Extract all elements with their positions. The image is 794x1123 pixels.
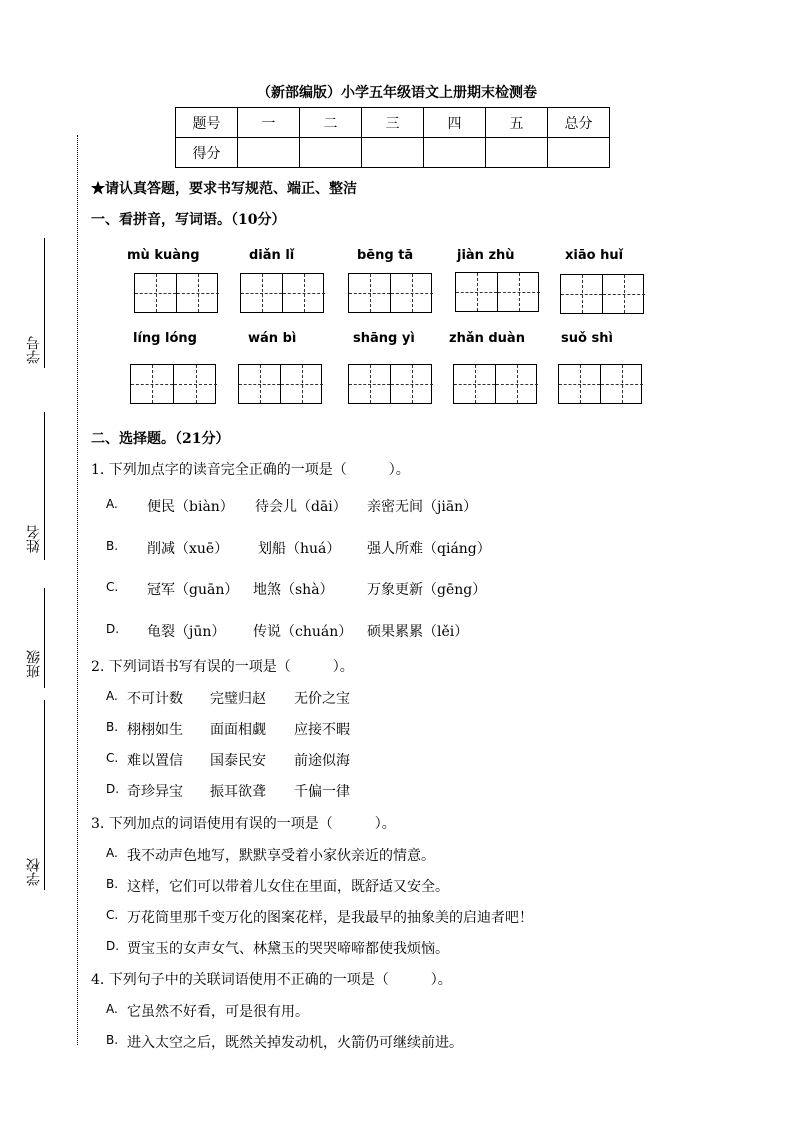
option-label: D. [106,939,120,953]
score-table-cell: 四 [424,108,486,138]
writing-grid[interactable] [560,274,644,314]
option-item: 应接不暇 [294,722,350,738]
school-label: 学校 [26,858,42,886]
pinyin-label: wán bì [248,331,297,346]
score-table-cell: 题号 [176,108,238,138]
writing-grid[interactable] [348,364,432,404]
writing-grid[interactable] [453,364,537,404]
option-item: 难以置信 [127,753,183,769]
option-item: 强人所难（qiáng） [367,541,491,557]
option-row[interactable] [106,876,118,892]
student-id-label: 学号 [26,336,42,364]
option-row[interactable] [106,938,119,954]
writing-grid[interactable] [455,272,539,312]
question-stem: 3. 下列加点的词语使用有误的一项是（ ）。 [91,816,396,832]
pinyin-label: jiàn zhù [457,248,515,263]
option-row[interactable] [106,719,118,735]
option-label: B. [106,1033,119,1047]
name-line[interactable] [44,412,45,560]
pinyin-label: shāng yì [353,331,415,346]
option-row[interactable] [106,496,118,512]
option-item: 划船（huá） [258,541,341,557]
option-row[interactable] [106,750,118,766]
writing-grid[interactable] [134,273,218,313]
score-table-cell: 得分 [176,138,238,168]
option-label: B. [106,877,119,891]
option-label: C. [106,751,119,765]
option-row[interactable] [106,688,118,704]
option-label: D. [106,782,120,796]
section2-heading: 二、选择题。（21分） [91,431,230,447]
option-row[interactable] [106,1001,118,1017]
writing-grid[interactable] [348,273,432,313]
score-table [175,107,610,168]
option-item: 栩栩如生 [127,722,183,738]
option-row[interactable] [106,579,118,595]
question-stem: 2. 下列词语书写有误的一项是（ ）。 [91,659,354,675]
option-row[interactable] [106,538,118,554]
option-item: 削减（xuē） [147,541,229,557]
page-title: （新部编版）小学五年级语文上册期末检测卷 [257,85,537,101]
option-text: 我不动声色地写，默默享受着小家伙亲近的情意。 [127,848,435,864]
score-table-cell: 一 [238,108,300,138]
option-item: 面面相觑 [210,722,266,738]
writing-grid[interactable] [240,273,324,313]
option-label: A. [106,497,118,511]
writing-grid[interactable] [238,364,322,404]
option-text: 进入太空之后，既然关掉发动机，火箭仍可继续前进。 [127,1035,463,1051]
pinyin-label: líng lóng [133,331,197,346]
option-item: 地煞（shà） [253,582,334,598]
option-text: 它虽然不好看，可是很有用。 [127,1004,309,1020]
option-label: B. [106,720,119,734]
question-stem: 4. 下列句子中的关联词语使用不正确的一项是（ ）。 [91,972,452,988]
student-id-line[interactable] [44,238,45,368]
binding-dotted-line [77,135,78,1045]
score-input-cell[interactable] [362,138,424,168]
name-label: 姓名 [26,525,42,553]
school-line[interactable] [44,700,45,890]
option-label: B. [106,539,119,553]
option-label: D. [106,622,120,636]
option-label: A. [106,1002,118,1016]
class-label: 班级 [26,650,42,678]
option-label: A. [106,689,118,703]
option-text: 这样，它们可以带着儿女住在里面，既舒适又安全。 [127,879,449,895]
pinyin-label: diǎn lǐ [249,248,295,263]
option-item: 冠军（guān） [147,582,239,598]
option-item: 亲密无间（jiān） [367,499,478,515]
score-input-cell[interactable] [300,138,362,168]
score-input-cell[interactable] [238,138,300,168]
option-row[interactable] [106,907,118,923]
option-row[interactable] [106,845,118,861]
option-item: 振耳欲聋 [210,784,266,800]
pinyin-label: xiāo huǐ [565,248,624,263]
option-item: 国泰民安 [210,753,266,769]
option-item: 不可计数 [127,691,183,707]
writing-grid[interactable] [558,364,642,404]
notice: ★请认真答题，要求书写规范、端正、整洁 [91,181,357,197]
option-item: 便民（biàn） [147,499,234,515]
score-table-score-row [176,138,610,168]
option-text: 万花筒里那千变万化的图案花样，是我最早的抽象美的启迪者吧！ [127,910,533,926]
option-item: 待会儿（dāi） [255,499,347,515]
class-line[interactable] [44,588,45,688]
option-item: 奇珍异宝 [127,784,183,800]
section1-heading: 一、看拼音，写词语。（10分） [91,212,286,228]
option-text: 贾宝玉的女声女气、林黛玉的哭哭啼啼都使我烦恼。 [127,941,449,957]
score-input-cell[interactable] [486,138,548,168]
pinyin-label: bēng tā [357,248,414,263]
option-item: 完璧归赵 [210,691,266,707]
pinyin-label: suǒ shì [561,331,613,346]
option-label: C. [106,908,119,922]
score-table-header-row [176,108,610,138]
score-table-cell: 二 [300,108,362,138]
option-row[interactable] [106,621,119,637]
score-table-cell: 五 [486,108,548,138]
option-item: 无价之宝 [294,691,350,707]
option-item: 龟裂（jūn） [147,624,226,640]
score-input-cell[interactable] [424,138,486,168]
option-label: A. [106,846,118,860]
score-table-cell: 总分 [548,108,610,138]
score-table-cell: 三 [362,108,424,138]
question-stem: 1. 下列加点字的读音完全正确的一项是（ ）。 [91,462,410,478]
option-item: 前途似海 [294,753,350,769]
option-item: 传说（chuán） [253,624,353,640]
option-item: 千偏一律 [294,784,350,800]
option-label: C. [106,580,119,594]
score-input-cell[interactable] [548,138,610,168]
option-item: 硕果累累（lěi） [367,624,469,640]
option-row[interactable] [106,781,119,797]
option-item: 万象更新（gēng） [367,582,487,598]
writing-grid[interactable] [130,364,216,404]
option-row[interactable] [106,1032,118,1048]
pinyin-label: zhǎn duàn [449,331,525,346]
pinyin-label: mù kuàng [127,248,200,263]
